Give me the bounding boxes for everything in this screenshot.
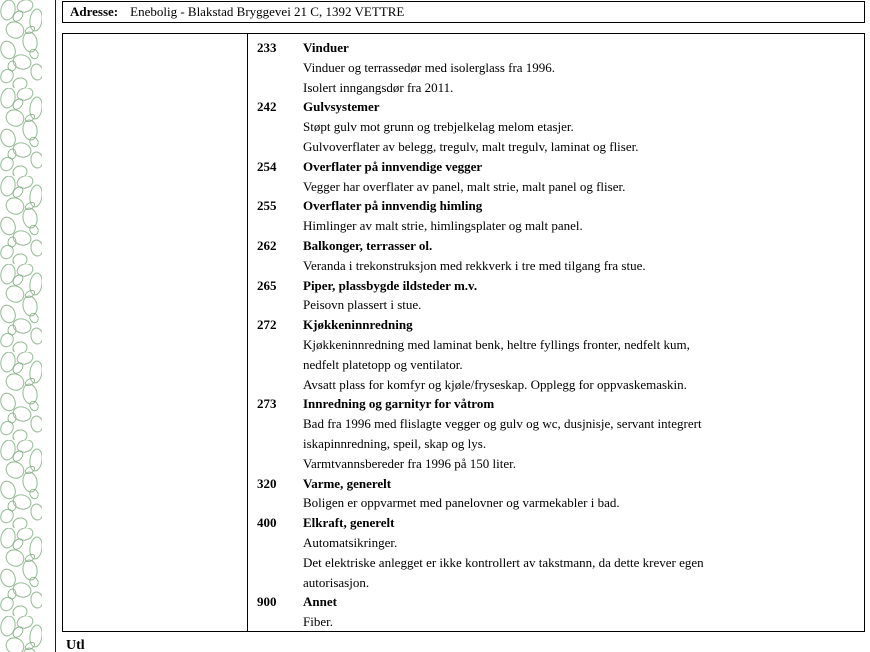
row-content	[303, 196, 858, 236]
row-code: 254	[257, 158, 277, 174]
table-row	[257, 474, 858, 514]
row-title: Piper, plassbygde ildsteder m.v.	[303, 277, 478, 293]
table-row	[257, 97, 858, 156]
table-row	[257, 513, 858, 592]
row-description-line: Automatsikringer.	[303, 534, 398, 550]
row-code: 262	[257, 237, 277, 253]
row-description-line: Det elektriske anlegget er ikke kontrollert av takstmann, da dette krever egen	[303, 554, 704, 570]
row-content	[303, 592, 858, 631]
row-content	[303, 315, 858, 394]
next-section-heading: Utl	[66, 638, 85, 652]
row-description-line: Vegger har overflater av panel, malt strie, malt panel og fliser.	[303, 178, 626, 194]
row-content	[303, 157, 858, 197]
row-title: Kjøkkeninnredning	[303, 317, 413, 333]
row-description-line: Kjøkkeninnredning med laminat benk, heltre fyllings fronter, nedfelt kum,	[303, 336, 690, 352]
address-value: Enebolig - Blakstad Bryggevei 21 C, 1392 VETTRE	[130, 4, 405, 19]
spec-table-body	[249, 34, 864, 631]
row-title: Overflater på innvendige vegger	[303, 158, 483, 174]
row-description-line: iskapinnredning, speil, skap og lys.	[303, 435, 487, 451]
table-row	[257, 592, 858, 631]
row-title: Varme, generelt	[303, 475, 392, 491]
row-description-line: Støpt gulv mot grunn og trebjelkelag melom etasjer.	[303, 119, 574, 135]
guilloche-pattern-icon	[0, 0, 42, 652]
row-code: 400	[257, 515, 277, 531]
row-title: Vinduer	[303, 40, 349, 55]
table-row	[257, 315, 858, 394]
row-description-line: Boligen er oppvarmet med panelovner og varmekabler i bad.	[303, 495, 620, 511]
row-code: 255	[257, 198, 277, 214]
row-code: 265	[257, 277, 277, 293]
row-description-line: Varmtvannsbereder fra 1996 på 150 liter.	[303, 455, 516, 471]
row-content	[303, 236, 858, 276]
row-description-line: Isolert inngangsdør fra 2011.	[303, 79, 454, 95]
row-content	[303, 513, 858, 592]
row-description-line: Avsatt plass for komfyr og kjøle/fryseskap. Opplegg for oppvaskemaskin.	[303, 376, 687, 392]
table-row	[257, 196, 858, 236]
row-code: 900	[257, 594, 277, 610]
row-description-line: Himlinger av malt strie, himlingsplater og malt panel.	[303, 218, 583, 234]
table-row	[257, 394, 858, 473]
row-description-line: nedfelt platetopp og ventilator.	[303, 356, 463, 372]
row-code: 273	[257, 396, 277, 412]
row-title: Gulvsystemer	[303, 99, 380, 115]
row-title: Elkraft, generelt	[303, 515, 395, 531]
table-row	[257, 157, 858, 197]
row-content	[303, 38, 858, 97]
row-title: Balkonger, terrasser ol.	[303, 237, 433, 253]
row-description-line: Veranda i trekonstruksjon med rekkverk i tre med tilgang fra stue.	[303, 257, 646, 273]
row-content	[303, 394, 858, 473]
row-title: Annet	[303, 594, 337, 610]
row-code: 242	[257, 99, 277, 115]
address-header	[62, 1, 865, 23]
row-title: Overflater på innvendig himling	[303, 198, 483, 214]
row-description-line: autorisasjon.	[303, 574, 370, 590]
address-label: Adresse:	[70, 4, 119, 19]
row-code: 233	[257, 40, 277, 55]
row-code: 272	[257, 317, 277, 333]
spec-table	[62, 33, 865, 632]
table-row	[257, 38, 858, 97]
row-code: 320	[257, 475, 277, 491]
left-margin-line	[55, 0, 56, 652]
table-left-column	[63, 34, 248, 631]
table-row	[257, 236, 858, 276]
row-content	[303, 97, 858, 156]
row-description-line: Gulvoverflater av belegg, tregulv, malt tregulv, laminat og fliser.	[303, 138, 639, 154]
row-content	[303, 276, 858, 316]
row-description-line: Fiber.	[303, 614, 333, 630]
row-description-line: Bad fra 1996 med flislagte vegger og gulv og wc, dusjnisje, servant integrert	[303, 416, 702, 432]
row-description-line: Peisovn plassert i stue.	[303, 297, 422, 313]
row-content	[303, 474, 858, 514]
decorative-border-pattern	[0, 0, 42, 652]
table-row	[257, 276, 858, 316]
row-title: Innredning og garnityr for våtrom	[303, 396, 495, 412]
row-description-line: Vinduer og terrassedør med isolerglass fra 1996.	[303, 59, 556, 75]
